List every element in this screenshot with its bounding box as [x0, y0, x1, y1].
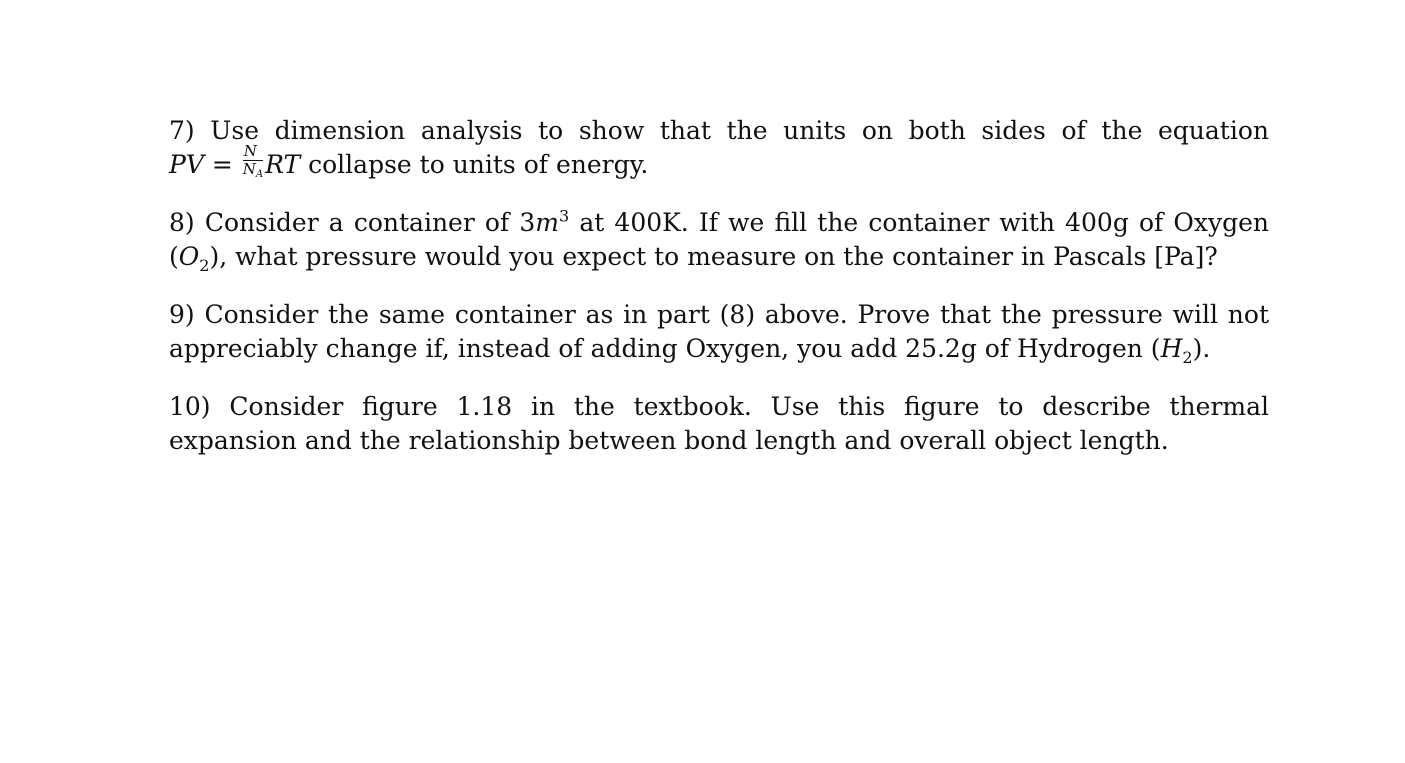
denominator-base: N	[242, 159, 256, 178]
denominator-subscript: A	[255, 168, 264, 180]
fraction	[242, 141, 264, 182]
volume-unit: m	[535, 208, 559, 237]
problem-10	[169, 390, 1269, 458]
volume-expression	[519, 208, 569, 237]
fraction-numerator: N	[243, 144, 263, 161]
molecule-subscript: 2	[1182, 348, 1193, 367]
problem-text-continued: collapse to units of energy.	[308, 150, 649, 179]
hydrogen-formula	[1160, 334, 1193, 367]
problem-text-end: ).	[1192, 334, 1211, 363]
problem-number: 8)	[169, 208, 195, 237]
problem-7	[169, 114, 1269, 182]
ideal-gas-equation	[169, 141, 301, 180]
volume-exponent: 3	[559, 206, 570, 226]
problem-set	[169, 114, 1269, 482]
molecule-symbol: O	[178, 242, 200, 271]
molecule-subscript: 2	[199, 256, 210, 275]
problem-number: 10)	[169, 392, 211, 421]
problem-number: 9)	[169, 300, 195, 329]
problem-text: Consider a container of	[204, 208, 510, 237]
problem-text: Use dimension analysis to show that the units on both sides of the equation	[210, 116, 1269, 145]
problem-8	[169, 206, 1269, 274]
problem-text: Consider figure 1.18 in the textbook. Use this figure to describe thermal expansion and the relationship between bond length and overall object length.	[169, 392, 1269, 455]
problem-text-continued: at 400K. If we fill the container with 400g of Oxygen (	[169, 208, 1270, 271]
problem-text: Consider the same container as in part (8) above. Prove that the pressure will not appreciably change if, instead of adding Oxygen, you add 25.2g of Hydrogen (	[169, 300, 1269, 363]
molecule-symbol: H	[1160, 334, 1183, 363]
problem-text-end: ), what pressure would you expect to measure on the container in Pascals [Pa]?	[209, 242, 1218, 271]
equation-rhs: RT	[265, 150, 301, 179]
volume-coefficient: 3	[519, 208, 536, 237]
oxygen-formula	[178, 242, 210, 275]
fraction-denominator	[243, 161, 263, 182]
equals-sign: =	[211, 150, 233, 179]
equation-lhs: PV	[169, 150, 204, 179]
problem-number: 7)	[169, 116, 195, 145]
problem-9	[169, 298, 1269, 366]
